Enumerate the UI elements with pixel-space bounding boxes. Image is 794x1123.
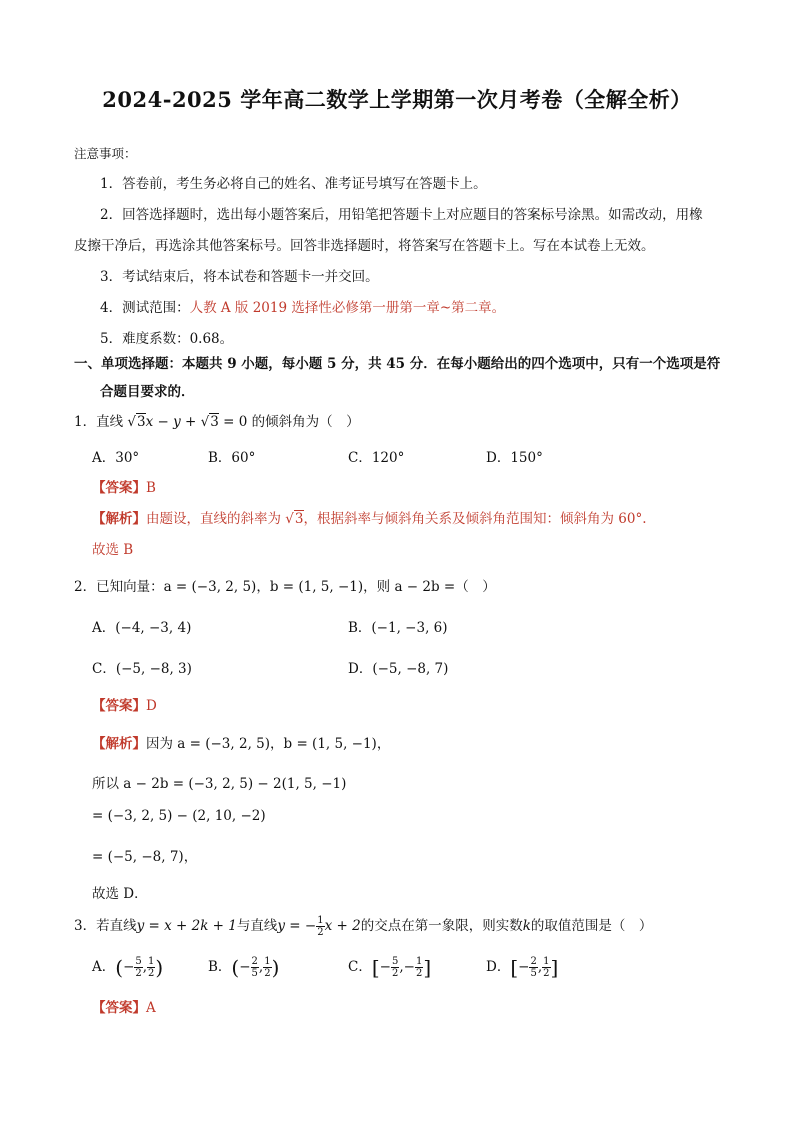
q1-option-b: B．60° xyxy=(208,450,256,466)
q1-equation: √3x − y + √3 = 0 xyxy=(127,414,248,430)
q1-prefix: 1．直线 xyxy=(74,414,124,430)
notice-scope-prefix: 4．测试范围： xyxy=(100,300,190,316)
section1-body: 本题共 9 小题，每小题 5 分，共 45 分．在每小题给出的四个选项中，只有一个选项是符 xyxy=(182,356,721,372)
q2-conclusion: 故选 D． xyxy=(92,886,148,902)
q3-mid: 与直线 xyxy=(236,918,278,934)
q3-option-c-frac2: $\frac{1}{2}$ xyxy=(415,956,423,979)
q2-stem: 2．已知向量：a = (−3, 2, 5)，b = (1, 5, −1)，则 a − 2b =（ ） xyxy=(74,579,496,595)
notice-item-1: 1．答卷前，考生务必将自己的姓名、准考证号填写在答题卡上。 xyxy=(100,176,487,192)
notice-item-5: 5．难度系数：0.68。 xyxy=(100,331,234,347)
q3-option-d-close: ] xyxy=(550,955,559,980)
q1-conclusion: 故选 B xyxy=(92,542,134,558)
q2-vector-a: a = (−3, 2, 5) xyxy=(163,579,257,595)
q2-step-3: = (−5, −8, 7)， xyxy=(92,849,198,865)
q3-option-b-close: ) xyxy=(271,955,280,980)
q3-answer-label: 【答案】 xyxy=(92,1000,146,1016)
q3-option-a-open: ( xyxy=(115,955,124,980)
q3-stem xyxy=(74,914,652,938)
q1-analysis-label: 【解析】 xyxy=(92,511,146,527)
q3-line-1: y = x + 2k + 1 xyxy=(136,918,237,934)
q2-vector-b: b = (1, 5, −1) xyxy=(269,579,364,595)
q3-var: k xyxy=(522,918,531,934)
q2-step-1: 所以 a − 2b = (−3, 2, 5) − 2(1, 5, −1) xyxy=(92,776,347,792)
q3-option-a-frac2: $\frac{1}{2}$ xyxy=(148,956,155,979)
notice-item-3: 3．考试结束后，将本试卷和答题卡一并交回。 xyxy=(100,269,379,285)
q3-option-c: C．[− $\frac{5}{2}$ ,− $\frac{1}{2}$ ] xyxy=(348,955,432,980)
notice-scope-text: 人教 A 版 2019 选择性必修第一册第一章~第二章。 xyxy=(189,300,506,316)
section1-prefix: 一、单项选择题： xyxy=(74,356,182,372)
q3-suffix2: 的取值范围是（ ） xyxy=(530,918,653,934)
q1-option-a: A．30° xyxy=(92,450,140,466)
q3-fraction: $\frac{1}{2}$ xyxy=(317,915,324,938)
q2-analysis xyxy=(92,732,390,752)
notice-item-2: 2．回答选择题时，选出每小题答案后，用铅笔把答题卡上对应题目的答案标号涂黑。如需改动，用橡 xyxy=(100,207,703,223)
q3-option-c-open: [ xyxy=(371,955,380,980)
q2-option-c: C．(−5, −8, 3) xyxy=(92,661,192,677)
q3-option-b-frac2: $\frac{1}{2}$ xyxy=(264,956,271,979)
q3-prefix: 3．若直线 xyxy=(74,918,137,934)
q2-analysis-line: 因为 a = (−3, 2, 5)，b = (1, 5, −1)， xyxy=(146,736,391,752)
q3-option-d-frac2: $\frac{1}{2}$ xyxy=(543,956,550,979)
section1-line1 xyxy=(74,352,720,372)
q1-analysis-a: 由题设，直线的斜率为 xyxy=(146,511,281,527)
q3-option-b-frac1: $\frac{2}{5}$ xyxy=(251,956,258,979)
q2-ask: ，则 a − 2b =（ ） xyxy=(363,579,496,595)
q3-option-a-label: A． xyxy=(92,959,116,975)
q2-option-a: A．(−4, −3, 4) xyxy=(92,620,192,636)
q1-option-c: C．120° xyxy=(348,450,405,466)
q3-option-b-open: ( xyxy=(231,955,240,980)
q3-option-a-close: ) xyxy=(155,955,164,980)
q3-answer xyxy=(92,996,156,1016)
q1-option-d: D．150° xyxy=(486,450,543,466)
notice-heading: 注意事项： xyxy=(74,146,137,161)
q2-option-d: D．(−5, −8, 7) xyxy=(348,661,449,677)
section1-line2: 合题目要求的． xyxy=(100,384,195,400)
q3-option-d-label: D． xyxy=(486,959,511,975)
q3-option-d: D．[− $\frac{2}{5}$ , $\frac{1}{2}$ ] xyxy=(486,955,559,980)
q1-stem xyxy=(74,410,360,430)
q3-suffix: 的交点在第一象限，则实数 xyxy=(360,918,523,934)
q3-option-a-frac1: $\frac{5}{2}$ xyxy=(135,956,142,979)
q3-option-a: A．(− $\frac{5}{2}$ , $\frac{1}{2}$ ) xyxy=(92,955,164,980)
q1-answer-value: B xyxy=(146,480,156,496)
q3-option-b-label: B． xyxy=(208,959,232,975)
q2-prefix: 2．已知向量： xyxy=(74,579,164,595)
q1-suffix: 的倾斜角为（ ） xyxy=(251,414,360,430)
q1-answer-label: 【答案】 xyxy=(92,480,146,496)
q2-option-b: B．(−1, −3, 6) xyxy=(348,620,448,636)
q3-option-c-frac1: $\frac{5}{2}$ xyxy=(391,956,399,979)
notice-item-2-cont: 皮擦干净后，再选涂其他答案标号。回答非选择题时，将答案写在答题卡上。写在本试卷上无效。 xyxy=(74,238,655,254)
q2-answer-value: D xyxy=(146,698,157,714)
q3-line-2a: y = − xyxy=(277,918,317,934)
q3-option-d-frac1: $\frac{2}{5}$ xyxy=(530,956,537,979)
q1-analysis: 【解析】由题设，直线的斜率为 √3，根据斜率与倾斜角关系及倾斜角范围知：倾斜角为 60°. xyxy=(92,511,647,527)
q1-analysis-b: ，根据斜率与倾斜角关系及倾斜角范围知：倾斜角为 60°. xyxy=(303,511,647,527)
q3-option-c-label: C． xyxy=(348,959,372,975)
q3-line-2b: x + 2 xyxy=(324,918,361,934)
q2-analysis-label: 【解析】 xyxy=(92,736,146,752)
q3-option-d-open: [ xyxy=(510,955,519,980)
q2-step-2: = (−3, 2, 5) − (2, 10, −2) xyxy=(92,808,266,824)
q3-option-b: B．(− $\frac{2}{5}$ , $\frac{1}{2}$ ) xyxy=(208,955,280,980)
q2-answer xyxy=(92,694,157,714)
q3-option-c-close: ] xyxy=(423,955,432,980)
page-title: 2024-2025 学年高二数学上学期第一次月考卷（全解全析） xyxy=(102,87,692,112)
q2-answer-label: 【答案】 xyxy=(92,698,146,714)
q3-answer-value: A xyxy=(146,1000,156,1016)
notice-item-4 xyxy=(100,296,505,316)
q1-answer xyxy=(92,476,156,496)
